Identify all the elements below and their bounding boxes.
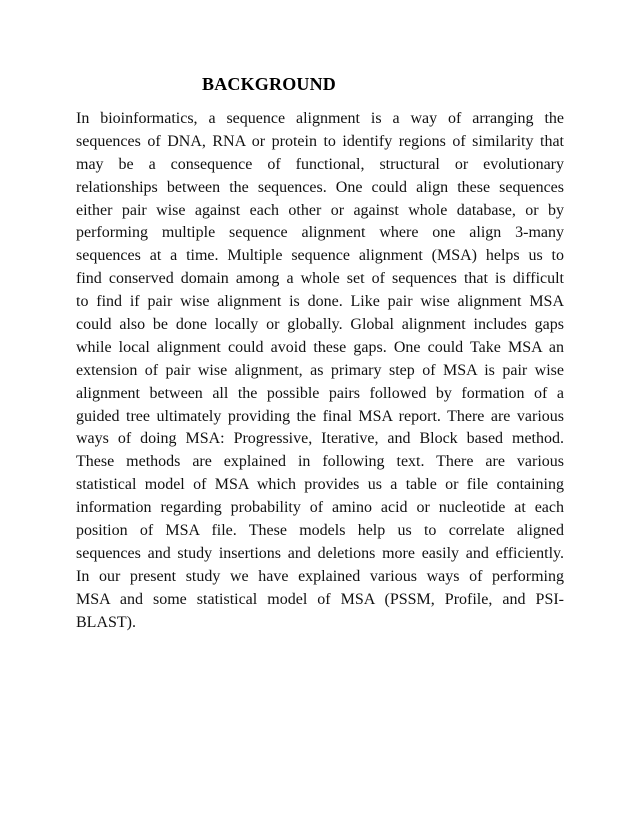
paragraph-line: may be a consequence of functional, structural or evolutionary (76, 155, 564, 173)
paragraph-line: extension of pair wise alignment, as primary step of MSA is pair wise (76, 361, 564, 379)
paragraph-line: sequences of DNA, RNA or protein to identify regions of similarity that (76, 132, 564, 150)
paragraph-line: statistical model of MSA which provides us a table or file containing (76, 476, 564, 494)
paragraph-line: position of MSA file. These models help us to correlate aligned (76, 522, 564, 540)
paragraph-line: could also be done locally or globally. Global alignment includes gaps (76, 316, 564, 334)
paragraph-line: MSA and some statistical model of MSA (PSSM, Profile, and PSI- (76, 590, 564, 608)
paragraph-line: guided tree ultimately providing the final MSA report. There are various (76, 407, 564, 425)
paragraph-line: sequences at a time. Multiple sequence alignment (MSA) helps us to (76, 247, 564, 265)
paragraph-line: find conserved domain among a whole set of sequences that is difficult (76, 270, 564, 288)
paragraph-line: BLAST). (76, 613, 136, 631)
paragraph-line: alignment between all the possible pairs followed by formation of a (76, 384, 564, 402)
paragraph-line: In our present study we have explained various ways of performing (76, 567, 564, 585)
paragraph-line: while local alignment could avoid these gaps. One could Take MSA an (76, 338, 564, 356)
paragraph-line: These methods are explained in following text. There are various (76, 453, 564, 471)
body-paragraph (76, 108, 564, 634)
paragraph-line: either pair wise against each other or against whole database, or by (76, 201, 564, 219)
paragraph-line: In bioinformatics, a sequence alignment is a way of arranging the (76, 110, 564, 127)
paragraph-line: to find if pair wise alignment is done. Like pair wise alignment MSA (76, 293, 564, 311)
paragraph-line: relationships between the sequences. One could align these sequences (76, 178, 564, 196)
paragraph-line: performing multiple sequence alignment where one align 3-many (76, 224, 564, 242)
paragraph-line: information regarding probability of amino acid or nucleotide at each (76, 499, 564, 517)
paragraph-line: sequences and study insertions and deletions more easily and efficiently. (76, 544, 564, 562)
paragraph-line: ways of doing MSA: Progressive, Iterative, and Block based method. (76, 430, 564, 448)
section-heading: BACKGROUND (202, 74, 337, 94)
